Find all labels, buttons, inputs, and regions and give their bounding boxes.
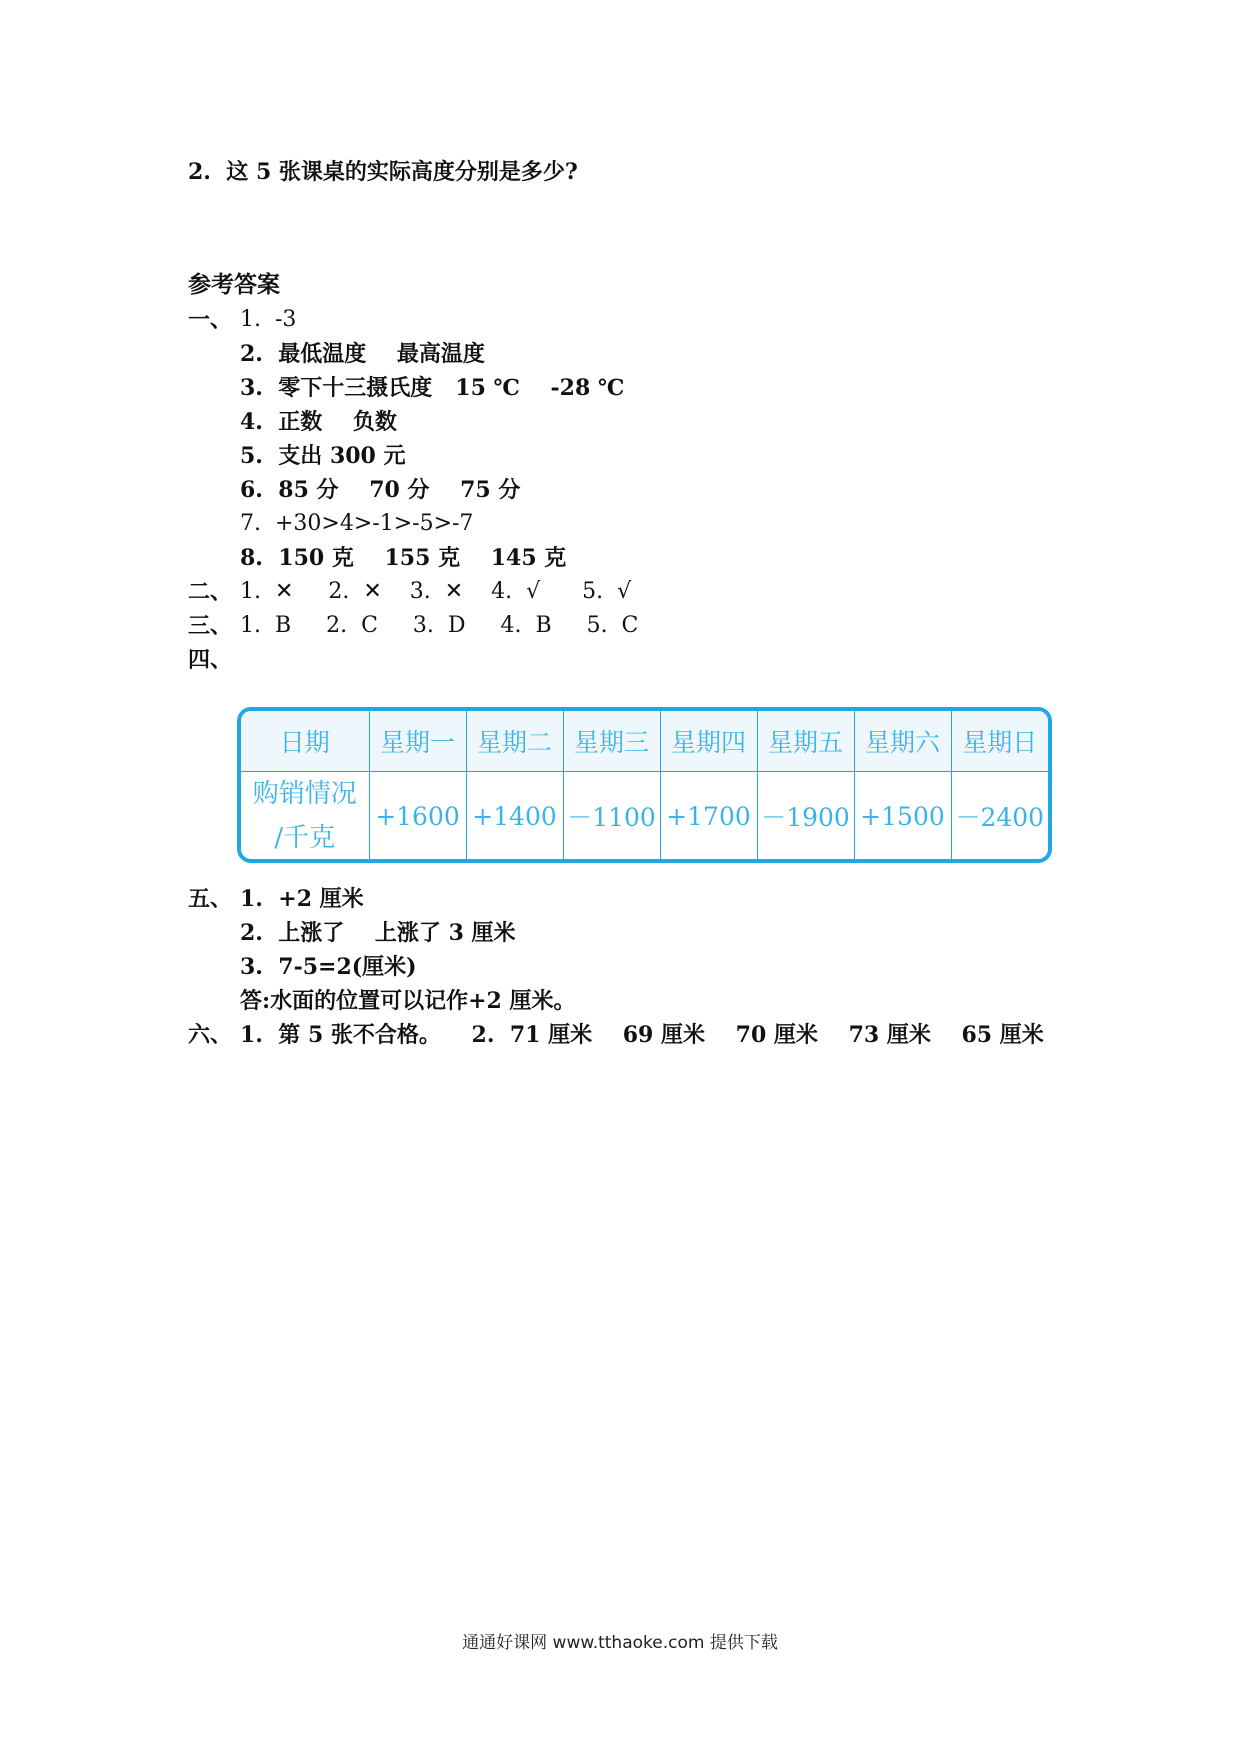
- row-label-line-2: /千克: [274, 823, 336, 853]
- table-value-row: [241, 772, 1048, 861]
- answer-5-1: 1. +2 厘米: [240, 886, 364, 912]
- question-2: 2. 这 5 张课桌的实际高度分别是多少?: [188, 159, 578, 185]
- day-cell: 星期一: [369, 711, 466, 772]
- section-6-marker: 六、: [188, 1022, 233, 1048]
- header-label-cell: 日期: [241, 711, 369, 772]
- answer-5-3: 3. 7-5=2(厘米): [240, 954, 417, 980]
- value-cell: －1900: [757, 772, 854, 861]
- answer-2: 1. ✕ 2. ✕ 3. ✕ 4. √ 5. √: [240, 579, 632, 604]
- day-cell: 星期日: [951, 711, 1048, 772]
- row-label-line-1: 购销情况: [252, 779, 357, 809]
- value-cell: －1100: [563, 772, 660, 861]
- answer-3: 1. B 2. C 3. D 4. B 5. C: [240, 613, 639, 638]
- answer-1-1: 1. -3: [240, 307, 297, 332]
- value-cell: +1500: [854, 772, 951, 861]
- answer-1-4: 4. 正数 负数: [240, 409, 397, 435]
- value-cell: +1700: [660, 772, 757, 861]
- section-5-marker: 五、: [188, 886, 233, 912]
- section-1-marker: 一、: [188, 307, 233, 333]
- answer-1-6: 6. 85 分 70 分 75 分: [240, 477, 521, 503]
- day-cell: 星期六: [854, 711, 951, 772]
- answer-5-2: 2. 上涨了 上涨了 3 厘米: [240, 920, 516, 946]
- row-label-cell: [241, 772, 369, 861]
- table-header-row: [241, 711, 1048, 772]
- day-cell: 星期二: [466, 711, 563, 772]
- value-cell: +1600: [369, 772, 466, 861]
- value-cell: +1400: [466, 772, 563, 861]
- answer-1-8: 8. 150 克 155 克 145 克: [240, 545, 567, 571]
- day-cell: 星期五: [757, 711, 854, 772]
- day-cell: 星期三: [563, 711, 660, 772]
- day-cell: 星期四: [660, 711, 757, 772]
- answer-1-5: 5. 支出 300 元: [240, 443, 406, 469]
- answer-1-7: 7. +30>4>-1>-5>-7: [240, 511, 474, 536]
- answer-1-2: 2. 最低温度 最高温度: [240, 341, 485, 367]
- page-footer: 通通好课网 www.tthaoke.com 提供下载: [462, 1633, 778, 1653]
- answer-5-note: 答:水面的位置可以记作+2 厘米。: [240, 988, 576, 1014]
- value-cell: －2400: [951, 772, 1048, 861]
- section-3-marker: 三、: [188, 613, 233, 639]
- section-4-marker: 四、: [188, 647, 233, 673]
- answer-6: 1. 第 5 张不合格。 2. 71 厘米 69 厘米 70 厘米 73 厘米 65 厘米: [240, 1022, 1044, 1048]
- answers-title: 参考答案: [188, 271, 280, 298]
- answer-1-3: 3. 零下十三摄氏度 15 ℃ -28 ℃: [240, 375, 625, 401]
- section-2-marker: 二、: [188, 579, 233, 605]
- sales-table: [237, 707, 1052, 863]
